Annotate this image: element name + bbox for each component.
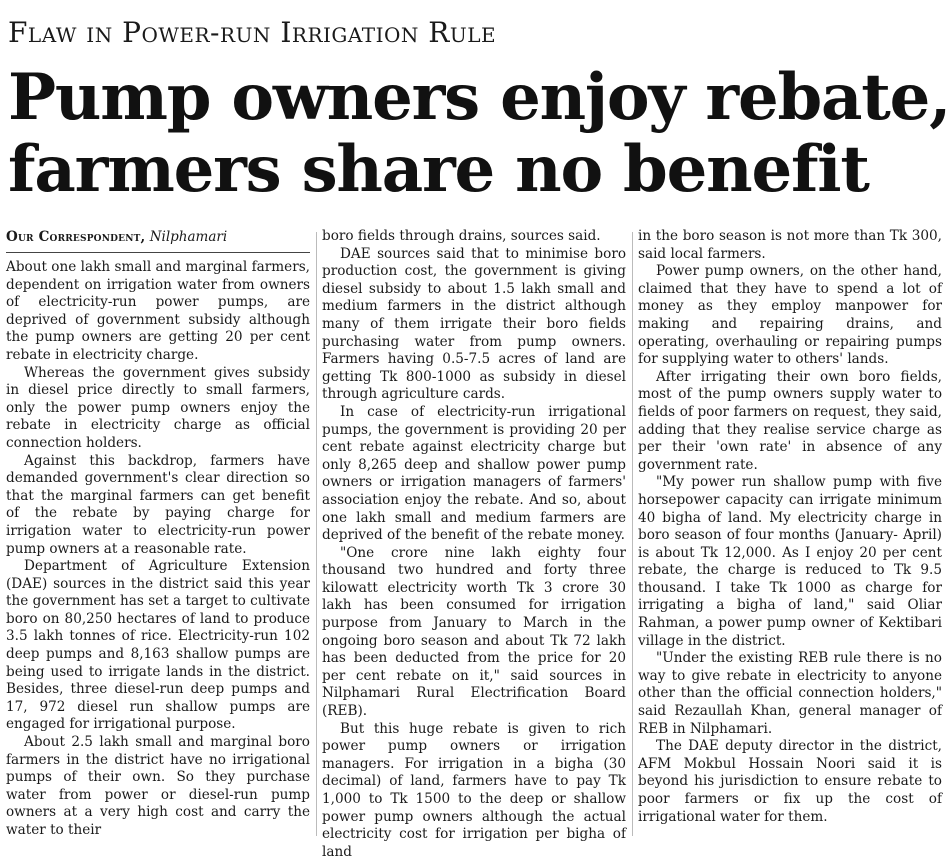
article-column-3 xyxy=(638,228,942,836)
paragraph: Power pump owners, on the other hand, claimed that they have to spend a lot of money as they employ manpower for making and repairing drains, and operating, overhauling or repairing pumps for supplying water to others' lands. xyxy=(638,263,942,368)
paragraph: The DAE deputy director in the district, AFM Mokbul Hossain Noori said it is beyond his jurisdiction to ensure rebate to poor farmers or fix up the cost of irrigational water for them. xyxy=(638,738,942,825)
paragraph: Against this backdrop, farmers have demanded government's clear direction so that the marginal farmers can get benefit of the rebate by paying charge for irrigation water to electricity-run power pump owners at a reasonable rate. xyxy=(6,452,310,557)
paragraph-continuation: boro fields through drains, sources said. xyxy=(322,228,601,244)
headline-line-2: farmers share no benefit xyxy=(8,132,869,207)
article-column-2 xyxy=(322,228,626,860)
article-body xyxy=(6,228,942,860)
paragraph: After irrigating their own boro fields, most of the pump owners supply water to fields of poor farmers on request, they said, adding that they realise service charge as per their 'own rate' in absence of any government rate. xyxy=(638,368,942,473)
headline-line-1: Pump owners enjoy rebate, xyxy=(8,60,950,135)
paragraph: But this huge rebate is given to rich power pump owners or irrigation managers. For irrigation in a bigha (30 decimal) of land, farmers have to pay Tk 1,000 to Tk 1500 to the deep or shallow power pump owners although the actual electricity cost for irrigation per bigha of land xyxy=(322,720,626,860)
paragraph: DAE sources said that to minimise boro production cost, the government is giving diesel subsidy to about 1.5 lakh small and medium farmers in the district although many of them irrigate their boro fields purchasing water from pump owners. Farmers having 0.5-7.5 acres of land are getting Tk 800-1000 as subsidy in diesel through agriculture cards. xyxy=(322,245,626,403)
paragraph: Whereas the government gives subsidy in diesel price directly to small farmers, only the power pump owners enjoy the rebate in electricity charge as official connection holders. xyxy=(6,364,310,451)
paragraph-continuation: in the boro season is not more than Tk 300, said local farmers. xyxy=(638,228,942,262)
article-column-1 xyxy=(6,228,310,836)
paragraph: About 2.5 lakh small and marginal boro farmers in the district have no irrigational pumps of their own. So they purchase water from power or diesel-run pump owners at a very high cost and carry the water to their xyxy=(6,734,310,838)
byline-author: Our Correspondent, xyxy=(6,229,146,245)
paragraph: In case of electricity-run irrigational pumps, the government is providing 20 per cent rebate against electricity charge but only 8,265 deep and shallow power pump owners or irrigation managers of farmers' association enjoy the rebate. And so, about one lakh small and medium farmers are deprived of the benefit of the rebate money. xyxy=(322,403,626,544)
headline xyxy=(8,60,950,207)
paragraph: "One crore nine lakh eighty four thousand two hundred and forty three kilowatt electricity worth Tk 3 crore 30 lakh has been consumed for irrigation purpose from January to March in the ongoing boro season and about Tk 72 lakh has been deducted from the price for 20 per cent rebate on it," said sources in Nilphamari Rural Electrification Board (REB). xyxy=(322,544,626,720)
byline-location: Nilphamari xyxy=(149,229,228,245)
kicker: Flaw in Power-run Irrigation Rule xyxy=(8,16,497,49)
paragraph: Department of Agriculture Extension (DAE) sources in the district said this year the government has set a target to cultivate boro on 80,250 hectares of land to produce 3.5 lakh tonnes of rice. Electricity-run 102 deep pumps and 8,163 shallow pumps are being used to irrigate lands in the district. Besides, three diesel-run deep pumps and 17, 972 diesel run shallow pumps are engaged for irrigational purpose. xyxy=(6,558,310,733)
paragraph: "My power run shallow pump with five horsepower capacity can irrigate minimum 40 bigha of land. My electricity charge in boro season of four months (January- April) is about Tk 12,000. As I enjoy 20 per cent rebate, the charge is reduced to Tk 9.5 thousand. I take Tk 1000 as charge for irrigating a bigha of land," said Oliar Rahman, a power pump owner of Kektibari village in the district. xyxy=(638,474,942,649)
byline xyxy=(6,228,310,253)
paragraph: About one lakh small and marginal farmers, dependent on irrigation water from owners of electricity-run power pumps, are deprived of government subsidy although the pump owners are getting 20 per cent rebate in electricity charge. xyxy=(6,259,310,363)
paragraph: "Under the existing REB rule there is no way to give rebate in electricity to anyone other than the official connection holders," said Rezaullah Khan, general manager of REB in Nilphamari. xyxy=(638,650,942,737)
